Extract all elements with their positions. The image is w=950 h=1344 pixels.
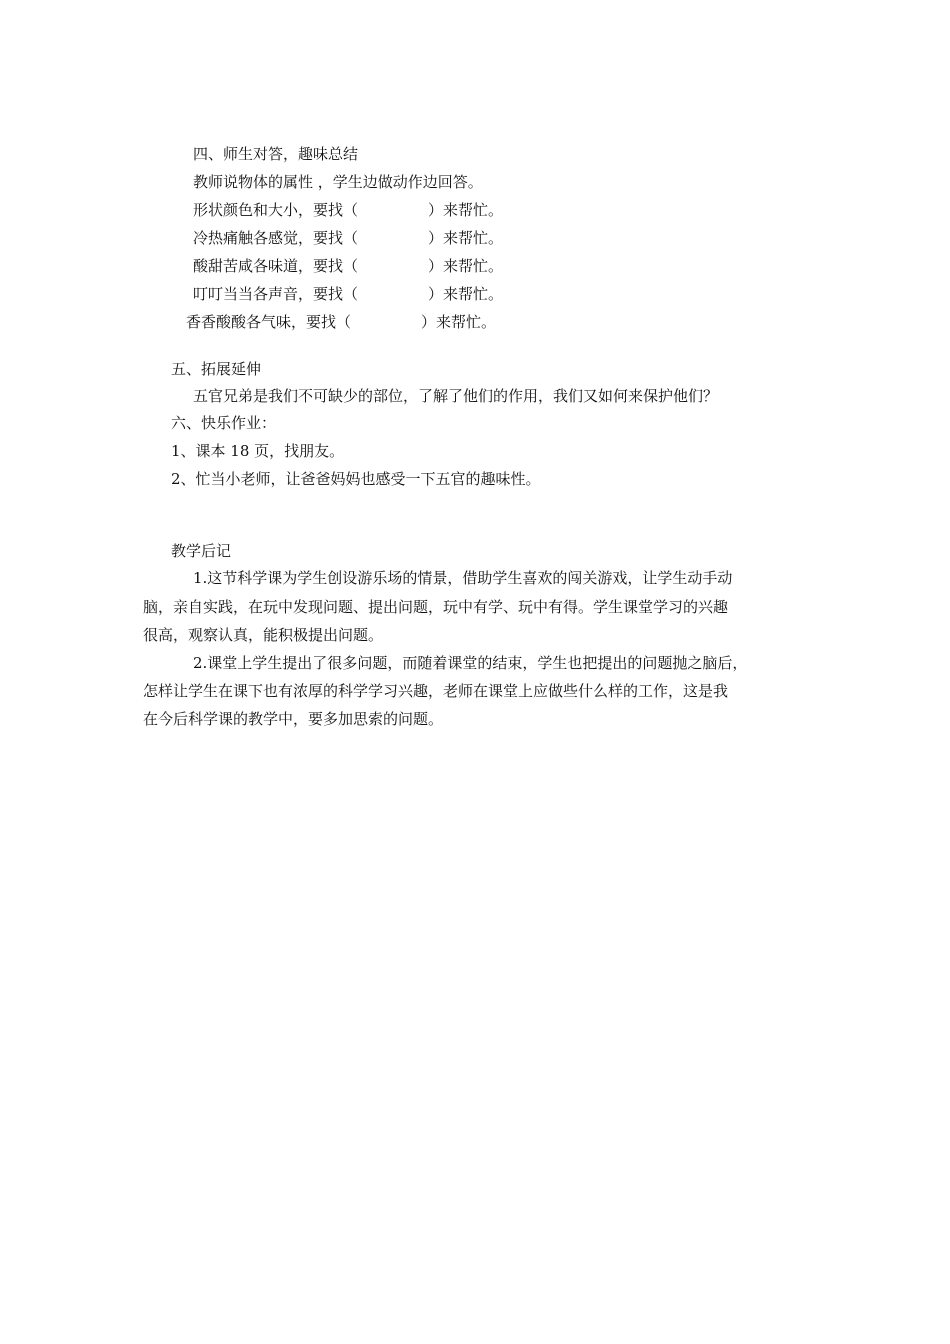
fill-row-suffix: ）来帮忙。 [428,257,504,275]
postscript-p1-line-3: 很高，观察认真，能积极提出问题。 [143,626,384,644]
fill-row-prefix: 香香酸酸各气味，要找（ [186,313,352,331]
postscript-heading: 教学后记 [171,542,232,560]
homework-item-1: 1、课本 18 页，找朋友。 [171,442,345,460]
section6-heading: 六、快乐作业： [171,414,277,432]
section4-intro: 教师说物体的属性 ，学生边做动作边回答。 [193,173,483,191]
fill-row-4 [193,284,503,304]
fill-row-suffix: ）来帮忙。 [428,229,504,247]
fill-row-prefix: 形状颜色和大小，要找（ [193,201,359,219]
postscript-p1-line-1: 1.这节科学课为学生创设游乐场的情景，借助学生喜欢的闯关游戏，让学生动手动 [193,569,733,587]
postscript-p2-line-1: 2.课堂上学生提出了很多问题，而随着课堂的结束，学生也把提出的问题抛之脑后， [193,654,748,672]
section5-body: 五官兄弟是我们不可缺少的部位，了解了他们的作用，我们又如何来保护他们？ [193,387,719,405]
section5-heading: 五、拓展延伸 [171,360,262,378]
fill-row-5 [186,312,496,332]
fill-row-2 [193,228,503,248]
fill-row-prefix: 叮叮当当各声音，要找（ [193,285,359,303]
section4-heading: 四、师生对答，趣味总结 [193,145,359,163]
fill-row-3 [193,256,503,276]
fill-row-suffix: ）来帮忙。 [428,285,504,303]
postscript-p1-line-2: 脑，亲自实践，在玩中发现问题、提出问题，玩中有学、玩中有得。学生课堂学习的兴趣 [143,598,729,616]
fill-row-prefix: 酸甜苦咸各味道，要找（ [193,257,359,275]
fill-row-suffix: ）来帮忙。 [428,201,504,219]
postscript-p2-line-2: 怎样让学生在课下也有浓厚的科学学习兴趣，老师在课堂上应做些什么样的工作，这是我 [143,682,729,700]
postscript-p2-line-3: 在今后科学课的教学中，要多加思索的问题。 [143,710,444,728]
homework-item-2: 2、忙当小老师，让爸爸妈妈也感受一下五官的趣味性。 [171,470,541,488]
fill-row-suffix: ）来帮忙。 [421,313,497,331]
fill-row-1 [193,200,503,220]
fill-row-prefix: 冷热痛触各感觉，要找（ [193,229,359,247]
